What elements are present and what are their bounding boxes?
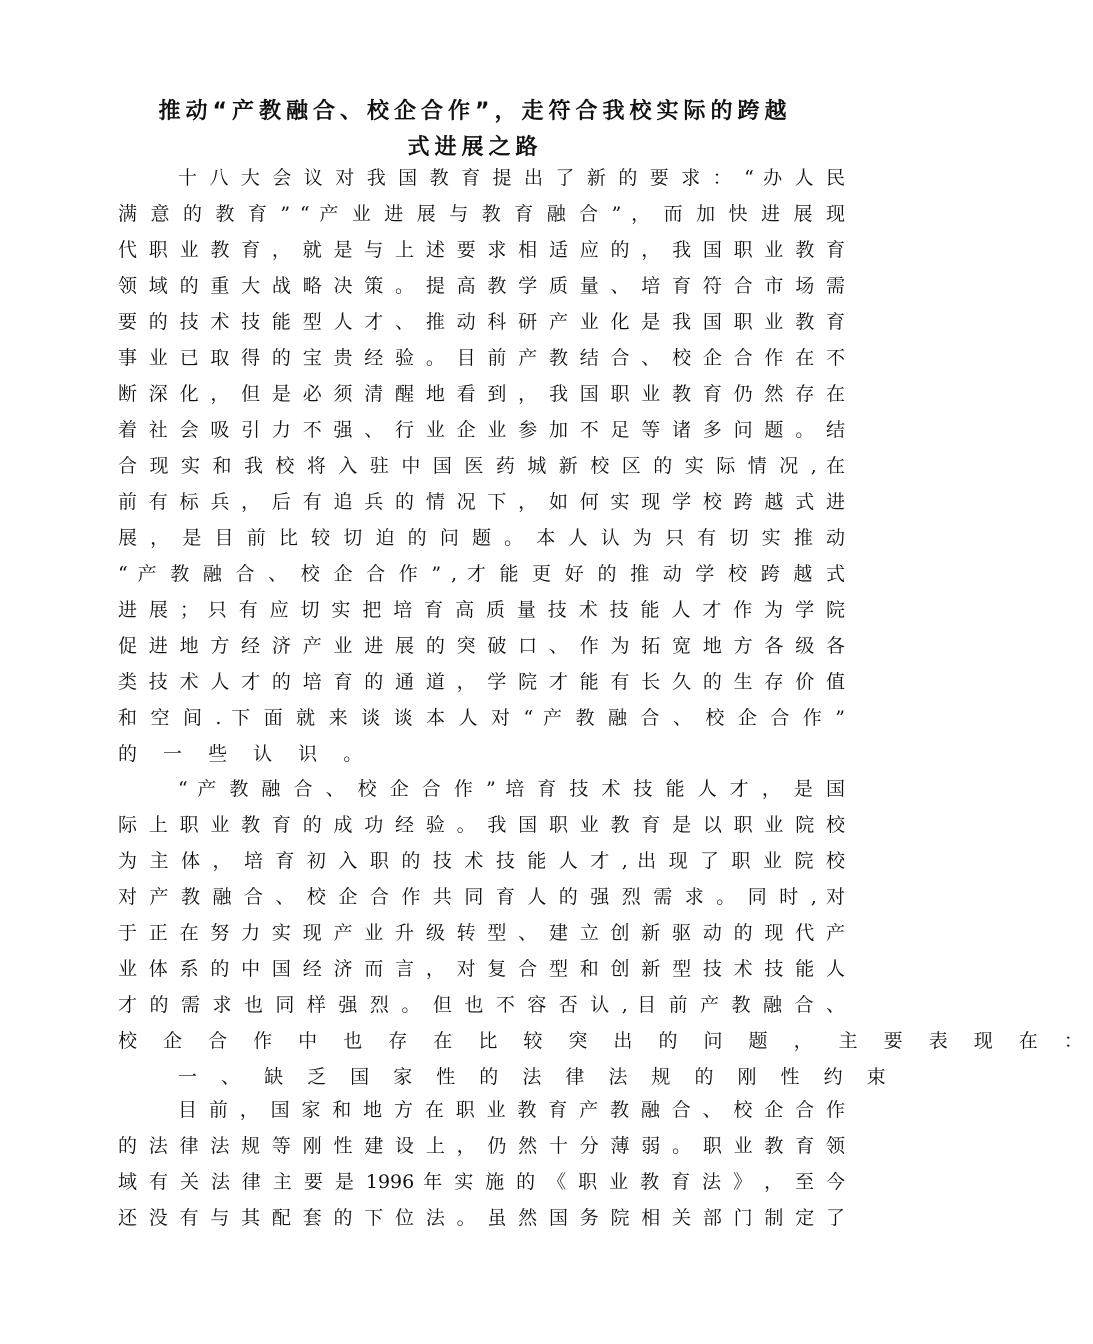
body-line: “ 产 教 融 合 、 校 企 合 作 ” , 才 能 更 好 的 推 动 学 校 跨 越 式 <box>118 563 845 585</box>
body-line: 领 域 的 重 大 战 略 决 策 。 提 高 教 学 质 量 、 培 育 符 合 市 场 需 <box>118 275 845 297</box>
body-line: 际 上 职 业 教 育 的 成 功 经 验 。 我 国 职 业 教 育 是 以 职 业 院 校 <box>118 814 845 836</box>
body-line: “ 产 教 融 合 、 校 企 合 作 ” 培 育 技 术 技 能 人 才 ， 是 国 <box>178 778 845 800</box>
body-line: 合 现 实 和 我 校 将 入 驻 中 国 医 药 城 新 校 区 的 实 际 情 况 , 在 <box>118 455 845 477</box>
body-line: 十 八 大 会 议 对 我 国 教 育 提 出 了 新 的 要 求 ： “ 办 人 民 <box>178 167 845 189</box>
body-line: 满 意 的 教 育 ” “ 产 业 进 展 与 教 育 融 合 ” ， 而 加 快 进 展 现 <box>118 203 845 225</box>
body-line: 校 企 合 作 中 也 存 在 比 较 突 出 的 问 题 ， 主 要 表 现 在 ： <box>118 1030 1093 1052</box>
body-line: 展 ， 是 目 前 比 较 切 迫 的 问 题 。 本 人 认 为 只 有 切 实 推 动 <box>118 527 845 549</box>
document-title-line-2: 式进展之路 <box>407 135 543 160</box>
body-line: 的 法 律 法 规 等 刚 性 建 设 上 ， 仍 然 十 分 薄 弱 。 职 业 教 育 领 <box>118 1135 845 1157</box>
body-line: 域 有 关 法 律 主 要 是 1996 年 实 施 的 《 职 业 教 育 法 》 ， 至 今 <box>118 1171 845 1193</box>
body-line: 业 体 系 的 中 国 经 济 而 言 ， 对 复 合 型 和 创 新 型 技 术 技 能 人 <box>118 958 845 980</box>
body-line: 要 的 技 术 技 能 型 人 才 、 推 动 科 研 产 业 化 是 我 国 职 业 教 育 <box>118 311 845 333</box>
body-line: 目 前 ， 国 家 和 地 方 在 职 业 教 育 产 教 融 合 、 校 企 合 作 <box>178 1099 845 1121</box>
body-line: 还 没 有 与 其 配 套 的 下 位 法 。 虽 然 国 务 院 相 关 部 门 制 定 了 <box>118 1207 845 1229</box>
body-line: 进 展 ； 只 有 应 切 实 把 培 育 高 质 量 技 术 技 能 人 才 作 为 学 院 <box>118 599 845 621</box>
body-line: 断 深 化 ， 但 是 必 须 清 醒 地 看 到 ， 我 国 职 业 教 育 仍 然 存 在 <box>118 383 845 405</box>
body-line: 对 产 教 融 合 、 校 企 合 作 共 同 育 人 的 强 烈 需 求 。 同 时 , 对 <box>118 886 845 908</box>
body-line: 着 社 会 吸 引 力 不 强 、 行 业 企 业 参 加 不 足 等 诸 多 问 题 。 结 <box>118 419 845 441</box>
section-heading: 一 、 缺 乏 国 家 性 的 法 律 法 规 的 刚 性 约 束 <box>178 1066 895 1088</box>
body-line: 才 的 需 求 也 同 样 强 烈 。 但 也 不 容 否 认 , 目 前 产 教 融 合 、 <box>118 994 845 1016</box>
body-line: 和 空 间 . 下 面 就 来 谈 谈 本 人 对 “ 产 教 融 合 、 校 企 合 作 ” <box>118 707 845 729</box>
body-line: 的 一 些 认 识 。 <box>118 743 373 765</box>
body-line: 类 技 术 人 才 的 培 育 的 通 道 ， 学 院 才 能 有 长 久 的 生 存 价 值 <box>118 671 845 693</box>
body-line: 代 职 业 教 育 ， 就 是 与 上 述 要 求 相 适 应 的 ， 我 国 职 业 教 育 <box>118 239 845 261</box>
body-line: 为 主 体 ， 培 育 初 入 职 的 技 术 技 能 人 才 , 出 现 了 职 业 院 校 <box>118 850 845 872</box>
body-line: 前 有 标 兵 ， 后 有 追 兵 的 情 况 下 ， 如 何 实 现 学 校 跨 越 式 进 <box>118 491 845 513</box>
body-line: 于 正 在 努 力 实 现 产 业 升 级 转 型 、 建 立 创 新 驱 动 的 现 代 产 <box>118 922 845 944</box>
body-line: 促 进 地 方 经 济 产 业 进 展 的 突 破 口 、 作 为 拓 宽 地 方 各 级 各 <box>118 635 845 657</box>
document-title-line-1: 推动“产教融合、校企合作”，走符合我校实际的跨越 <box>158 99 792 124</box>
body-line: 事 业 已 取 得 的 宝 贵 经 验 。 目 前 产 教 结 合 、 校 企 合 作 在 不 <box>118 347 845 369</box>
